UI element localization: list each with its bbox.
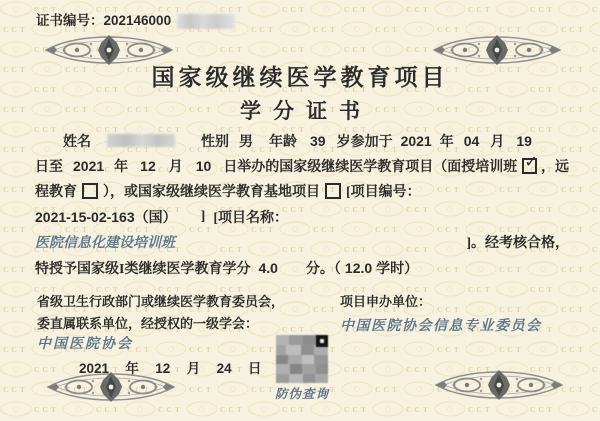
joined-prefix: 岁参加于 [336,134,393,150]
until-label: 日至 [35,160,63,176]
body-line-3 [35,179,569,204]
issue-date [79,358,284,380]
qr-caption: 防伪查询 [274,386,329,401]
project-number-value: 2021-15-02-163（国） [35,208,177,225]
end-day-value: 10 [195,158,212,175]
certificate-number-value: 202146000 [103,13,172,28]
body-line-6 [35,255,569,280]
issue-month-value: 12 [155,360,171,376]
issuer-line-1: 省级卫生行政部门或继续医学教育委员会， [37,294,285,309]
certificate-body [35,128,569,280]
year-unit: 年 [114,160,129,176]
issue-day-unit: 日 [247,360,262,376]
award-text: 特授予国家级I类继续医学教育学分 [35,261,251,277]
name-label: 姓名 [63,134,91,150]
remote-education-checkbox-unchecked [82,183,98,199]
name-redaction [107,134,175,147]
certificate-number-redaction [177,14,235,29]
sponsor-organization: 中国医院协会信息专业委员会 [340,317,542,334]
certificate-number [36,9,235,29]
month-unit: 月 [490,134,505,150]
after-name-text: ]。经考核合格， [466,236,569,252]
checkmark-icon: ✓ [524,152,538,172]
body-line-2 [35,153,569,178]
project-number-label: [项目编号： [346,185,421,201]
certificate-number-label: 证书编号： [36,13,104,28]
qr-code-redacted [276,335,328,383]
certificate-title: 国家级继续医学教育项目 [151,65,449,90]
certificate-subtitle: 学分证书 [240,99,372,123]
event-text: 日举办的国家级继续医学教育项目（面授培训班 [223,160,518,176]
age-label: 年龄 [269,134,297,150]
issuer-organization: 中国医院协会 [37,336,133,352]
body-line-5 [35,230,569,255]
end-month-value: 12 [140,158,156,175]
base-project-text: ），或国家级继续医学教育基地项目 [103,185,320,201]
anti-counterfeit-block [274,335,330,402]
bracket-close: ] [200,208,206,224]
issue-month-unit: 月 [186,360,201,376]
body-line-4 [35,204,569,229]
sponsor-label: 项目申办单位： [340,294,432,309]
gender-value: 男 [239,134,253,150]
gender-label: 性别 [201,134,229,150]
issuer-block [37,291,284,379]
credits-unit: 分。（ [305,261,341,277]
hours-value: 12.0 [344,259,373,276]
credits-value: 4.0 [258,259,278,276]
remote-suffix: ，远 [541,160,569,176]
age-value: 39 [310,132,326,149]
ornament-icon [434,368,564,402]
remote-text: 程教育 [35,185,77,201]
issue-day-value: 24 [216,360,232,376]
end-year-value: 2021 [73,158,105,175]
issuer-line-2: 委直属联系单位，经授权的一级学会： [37,315,259,331]
project-name-label: [项目名称： [213,210,288,226]
start-year-value: 2021 [400,132,432,149]
year-unit: 年 [439,134,454,150]
onsite-training-checkbox-checked [522,152,538,174]
issue-year-unit: 年 [125,360,139,376]
body-line-1 [35,128,569,153]
start-month-value: 04 [463,132,480,149]
hours-unit: 学时） [376,261,419,277]
base-project-checkbox-unchecked [325,183,341,199]
project-name-value: 医院信息化建设培训班 [35,235,175,252]
issue-year-value: 2021 [79,360,110,376]
sponsor-block [340,291,542,337]
start-day-value: 19 [516,132,532,149]
month-unit: 月 [168,160,183,176]
